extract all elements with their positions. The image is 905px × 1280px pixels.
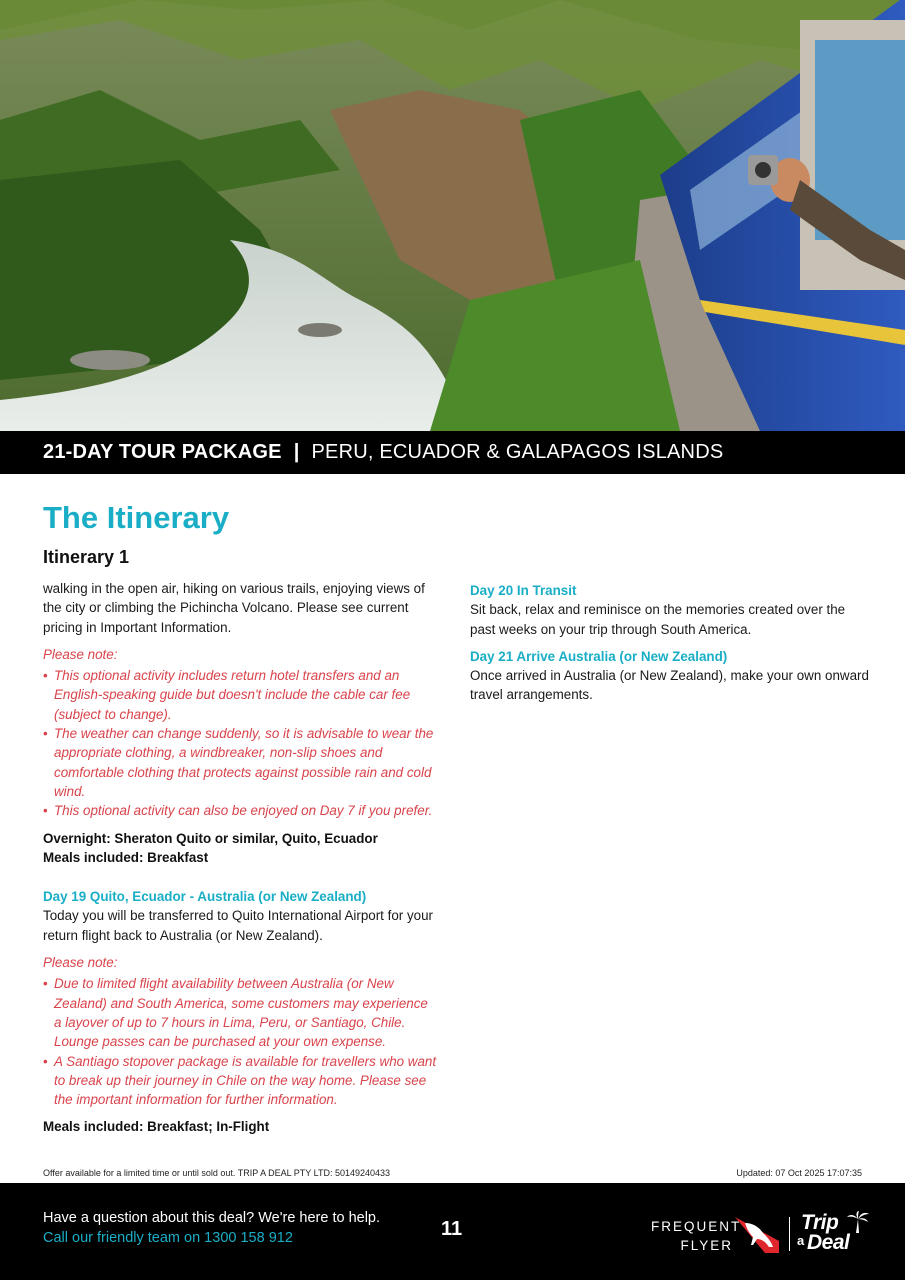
tripadeal-logo <box>797 1211 871 1257</box>
package-name: 21-DAY TOUR PACKAGE <box>43 441 282 463</box>
hero-image <box>0 0 905 431</box>
tad-a-text: a <box>797 1233 805 1248</box>
list-item: • Due to limited flight availability between Australia (or New Zealand) and South America, some customers may experience a layover of up to 7 hours in Lima, Peru, or Santiago, Chile. Lounge passes can be purchased at your own expense. <box>43 974 438 1051</box>
page-number: 11 <box>441 1218 463 1240</box>
note-list <box>43 974 438 1109</box>
meals-info: Meals included: Breakfast; In-Flight <box>43 1119 270 1135</box>
right-column <box>470 581 870 713</box>
help-question: Have a question about this deal? We're here to help. <box>43 1210 381 1226</box>
destination-name: PERU, ECUADOR & GALAPAGOS ISLANDS <box>311 441 724 463</box>
palm-tree-icon <box>847 1211 869 1233</box>
note-label: Please note: <box>43 646 118 662</box>
tad-trip-text: Trip <box>801 1211 839 1234</box>
updated-timestamp: Updated: 07 Oct 2025 17:07:35 <box>736 1168 862 1178</box>
list-item: • This optional activity includes return hotel transfers and an English-speaking guide but doesn't include the cable car fee (subject to change). <box>43 666 438 724</box>
title-separator: | <box>293 441 300 463</box>
overnight-info: Overnight: Sheraton Quito or similar, Quito, Ecuador <box>43 830 378 846</box>
ff-line-2: FLYER <box>680 1238 733 1253</box>
day-19-heading: Day 19 Quito, Ecuador - Australia (or New Zealand) <box>43 889 367 905</box>
title-bar <box>0 431 905 474</box>
day-21-heading: Day 21 Arrive Australia (or New Zealand) <box>470 648 728 664</box>
list-item: • A Santiago stopover package is available for travellers who want to break up their journey in Chile on the way home. Please see the important information for further information. <box>43 1052 438 1110</box>
note-list <box>43 666 438 820</box>
day-20-heading: Day 20 In Transit <box>470 583 577 598</box>
logo-divider <box>789 1217 790 1251</box>
page-title: The Itinerary <box>43 500 230 535</box>
list-item: • This optional activity can also be enjoyed on Day 7 if you prefer. <box>43 801 438 820</box>
day-21-text: Once arrived in Australia (or New Zealand), make your own onward travel arrangements. <box>470 668 869 703</box>
meals-info: Meals included: Breakfast <box>43 849 209 865</box>
offer-disclaimer: Offer available for a limited time or until sold out. TRIP A DEAL PTY LTD: 50149240433 <box>43 1168 391 1178</box>
note-label: Please note: <box>43 955 118 971</box>
day-19-text: Today you will be transferred to Quito International Airport for your return flight back to Australia (or New Zealand). <box>43 908 434 943</box>
tad-deal-text: Deal <box>807 1231 850 1254</box>
frequent-flyer-logo-text <box>651 1217 742 1255</box>
left-column <box>43 579 438 1137</box>
ff-line-1: FREQUENT <box>651 1219 742 1234</box>
itinerary-subtitle: Itinerary 1 <box>43 547 130 567</box>
day-20-text: Sit back, relax and reminisce on the memories created over the past weeks on your trip through South America. <box>470 602 846 637</box>
call-link[interactable]: Call our friendly team on 1300 158 912 <box>43 1230 293 1246</box>
list-item: • The weather can change suddenly, so it is advisable to wear the appropriate clothing, a windbreaker, non-slip shoes and comfortable clothing that protects against possible rain and cold wind. <box>43 724 438 801</box>
intro-text: walking in the open air, hiking on various trails, enjoying views of the city or climbing the Pichincha Volcano. Please see current pricing in Important Information. <box>43 581 425 635</box>
qantas-kangaroo-icon <box>735 1217 779 1253</box>
train-valley-illustration <box>0 0 905 431</box>
footer <box>0 1183 905 1280</box>
